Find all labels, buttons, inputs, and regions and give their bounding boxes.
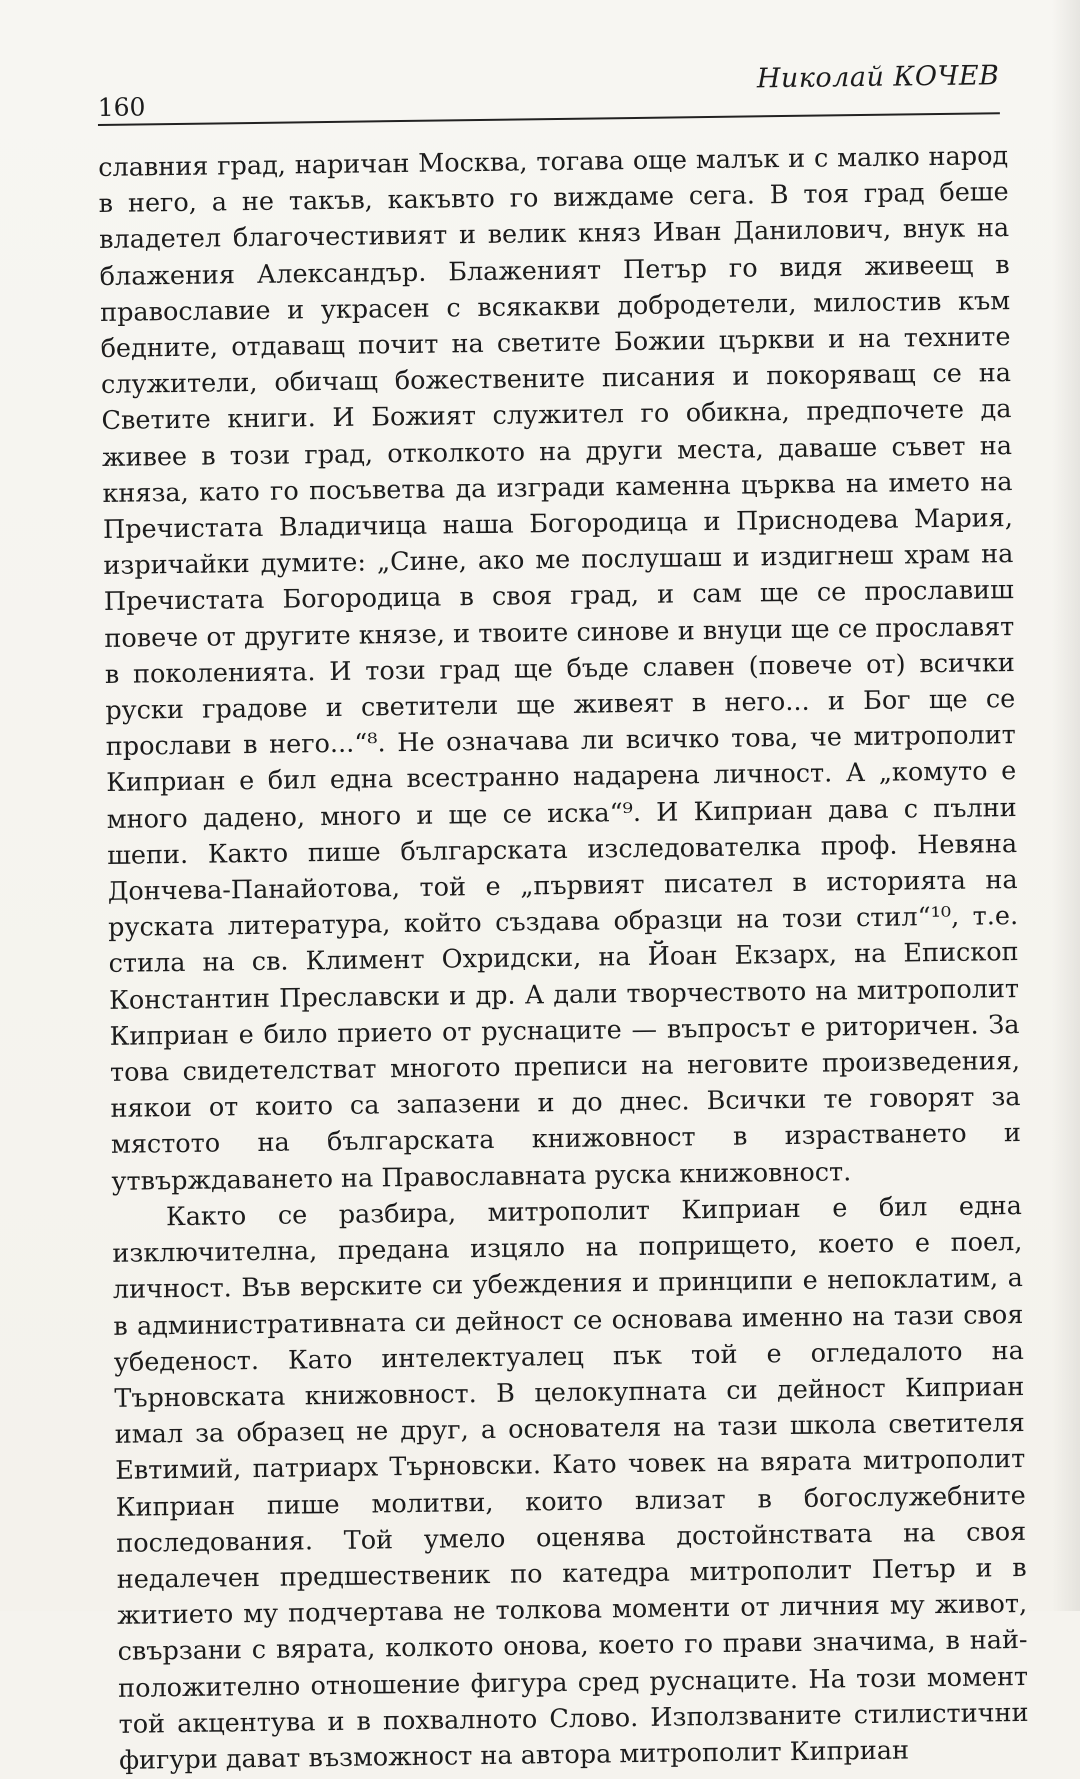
paragraph-new: Както се разбира, митрополит Киприан е бил една изключителна, предана изцяло на попрището, което е поел, личност. Във верските си убеждения и принципи е непоклатим, а в административната си дейност се основава именно на тази своя убеденост. Като интелектуалец пък той е огледалото на Търновската книжовност. В целокупната си дейност Киприан имал за образец не друг, а основателя на тази школа светителя Евтимий, патриарх Търновски. Като човек на вярата митрополит Киприан пише молитви, които влизат в богослужебните последования. Той умело оценява достойнствата на своя недалечен предшественик по катедра митрополит Петър и в житието му подчертава не толкова моменти от личния му живот, свързани с вярата, колкото онова, което го прави значима, в най-положително отношение фигура сред руснаците. На този момент той акцентува и в похвалното Слово. Използваните стилистични фигури дават възможност на автора митрополит Киприан: [112, 1190, 1029, 1776]
page-header: [97, 60, 1000, 128]
body-text: [98, 138, 1029, 1779]
page-edge-shadow: [1052, 0, 1080, 1611]
running-head: Николай КОЧЕВ: [756, 60, 1000, 95]
page-number: 160: [97, 92, 146, 123]
header-rule: [98, 112, 1000, 126]
paragraph-continued: славния град, наричан Москва, тогава още малък и с малко народ в него, а не такъв, какъвто го виждаме сега. В тоя град беше владетел благочестивият и велик княз Иван Данилович, внук на блажения Александър. Блаженият Петър го видя живеещ в православие и украсен с всякакви добродетели, милостив към бедните, отдаващ почит на светите Божии църкви и на техните служители, обичащ божествените писания и покоряващ се на Светите книги. И Божият служител го обикна, предпочете да живее в този град, отколкото на други места, даваше съвет на княза, като го посъветва да изгради каменна църква на името на Пречистата Владичица наша Богородица и Приснодева Мария, изричайки думите: „Сине, ако ме послушаш и издигнеш храм на Пречистата Богородица в своя град, и сам ще се прославиш повече от другите князе, и твоите синове и внуци ще се прославят в поколенията. И този град ще бъде славен (повече от) всички руски градове и светители ще живеят в него... и Бог ще се прослави в него...“⁸. Не означава ли всичко това, че митрополит Киприан е бил една всестранно надарена личност. А „комуто е много дадено, много и ще се иска“⁹. И Киприан дава с пълни шепи. Както пише българската изследователка проф. Невяна Дончева-Панайотова, той е „първият писател в историята на руската литература, който създава образци на този стил“¹⁰, т.е. стила на св. Климент Охридски, на Йоан Екзарх, на Епископ Константин Преславски и др. А дали творчеството на митрополит Киприан е било прието от руснаците — въпросът е риторичен. За това свидетелстват многото преписи на неговите произведения, някои от които са запазени и до днес. Всички те говорят за мястото на българската книжовност в израстването и утвърждаването на Православната руска книжовност.: [98, 141, 1022, 1197]
